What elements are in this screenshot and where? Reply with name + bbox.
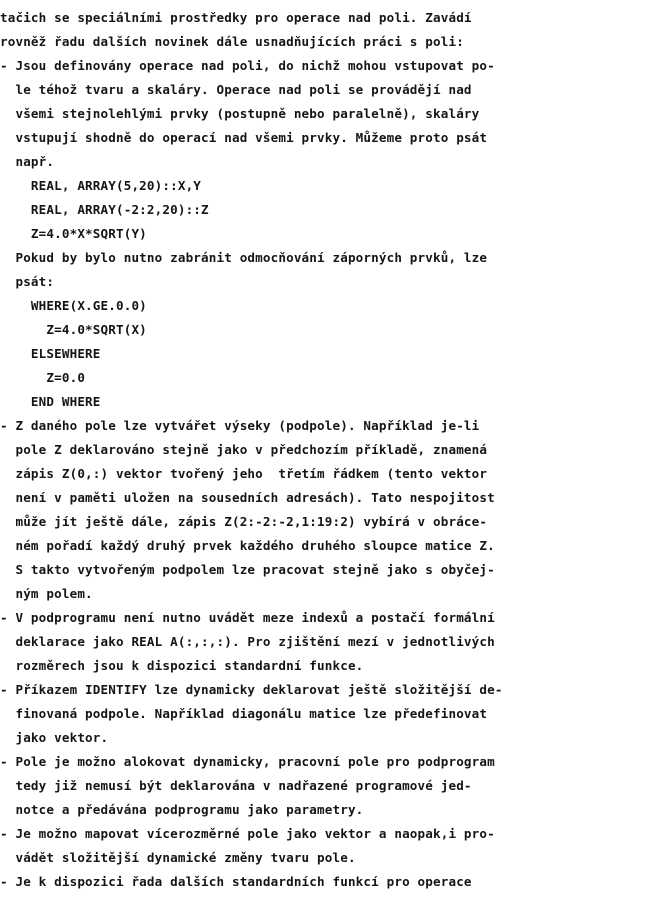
text-line: všemi stejnolehlými prvky (postupně nebo paralelně), skaláry xyxy=(0,106,480,121)
text-line: ném pořadí každý druhý prvek každého druhého sloupce matice Z. xyxy=(0,538,495,553)
text-line: rovněž řadu dalších novinek dále usnadňujících práci s poli: xyxy=(0,34,464,49)
list-item-text-line: - Jsou definovány operace nad poli, do nichž mohou vstupovat po- xyxy=(0,58,495,73)
text-line: Pokud by bylo nutno zabránit odmocňování záporných prvků, lze xyxy=(0,250,488,265)
list-item-text-line: - Příkazem IDENTIFY lze dynamicky deklarovat ještě složitější de- xyxy=(0,682,503,697)
code-line: Z=4.0*SQRT(X) xyxy=(0,322,147,337)
text-line: vstupují shodně do operací nad všemi prvky. Můžeme proto psát xyxy=(0,130,488,145)
text-line: pole Z deklarováno stejně jako v předchozím příkladě, znamená xyxy=(0,442,488,457)
list-item-text-line: - Pole je možno alokovat dynamicky, pracovní pole pro podprogram xyxy=(0,754,495,769)
text-line: např. xyxy=(0,154,55,169)
list-item-text-line: - Z daného pole lze vytvářet výseky (podpole). Například je-li xyxy=(0,418,480,433)
text-line: zápis Z(0,:) vektor tvořený jeho třetím řádkem (tento vektor xyxy=(0,466,488,481)
text-line: může jít ještě dále, zápis Z(2:-2:-2,1:19:2) vybírá v obráce- xyxy=(0,514,488,529)
text-line: tačich se speciálními prostředky pro operace nad poli. Zavádí xyxy=(0,10,472,25)
text-line: S takto vytvořeným podpolem lze pracovat stejně jako s obyčej- xyxy=(0,562,495,577)
list-item-text-line: - Je možno mapovat vícerozměrné pole jako vektor a naopak,i pro- xyxy=(0,826,495,841)
code-line: REAL, ARRAY(5,20)::X,Y xyxy=(0,178,202,193)
text-line: deklarace jako REAL A(:,:,:). Pro zjištění mezí v jednotlivých xyxy=(0,634,495,649)
code-line: Z=4.0*X*SQRT(Y) xyxy=(0,226,147,241)
code-line: ELSEWHERE xyxy=(0,346,101,361)
code-line: END WHERE xyxy=(0,394,101,409)
code-line: Z=0.0 xyxy=(0,370,86,385)
text-line: psát: xyxy=(0,274,55,289)
text-line: le téhož tvaru a skaláry. Operace nad poli se provádějí nad xyxy=(0,82,472,97)
list-item-text-line: - Je k dispozici řada dalších standardních funkcí pro operace xyxy=(0,874,472,889)
list-item-text-line: - V podprogramu není nutno uvádět meze indexů a postačí formální xyxy=(0,610,495,625)
code-line: WHERE(X.GE.0.0) xyxy=(0,298,147,313)
text-line: finovaná podpole. Například diagonálu matice lze předefinovat xyxy=(0,706,488,721)
text-line: notce a předávána podprogramu jako parametry. xyxy=(0,802,364,817)
text-line: ným polem. xyxy=(0,586,93,601)
text-line: tedy již nemusí být deklarována v nadřazené programové jed- xyxy=(0,778,472,793)
text-line: vádět složitější dynamické změny tvaru pole. xyxy=(0,850,356,865)
text-line: rozměrech jsou k dispozici standardní funkce. xyxy=(0,658,364,673)
text-line: jako vektor. xyxy=(0,730,109,745)
text-line: není v paměti uložen na sousedních adresách). Tato nespojitost xyxy=(0,490,495,505)
code-line: REAL, ARRAY(-2:2,20)::Z xyxy=(0,202,209,217)
